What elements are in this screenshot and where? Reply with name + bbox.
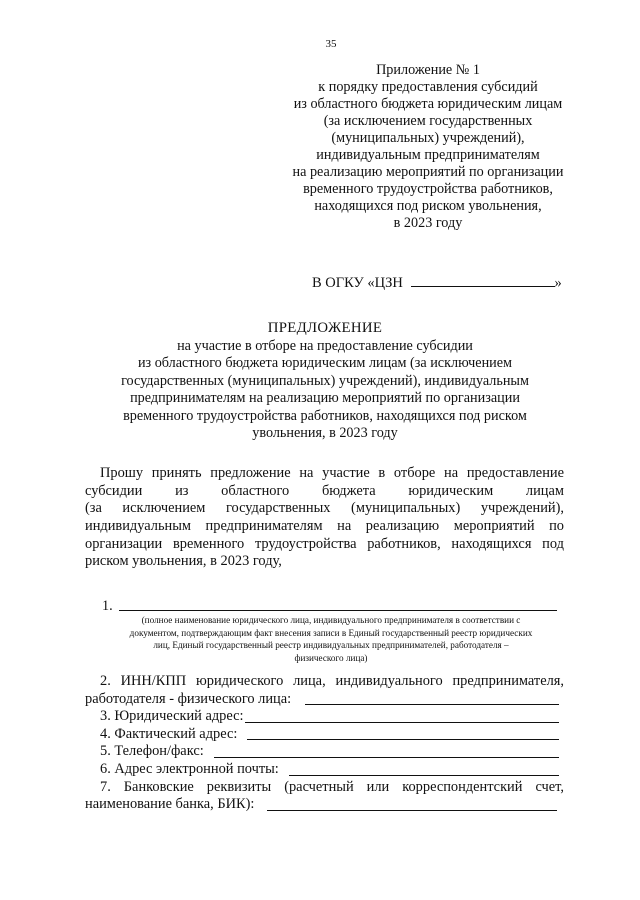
annex-line: (за исключением государственных [323, 113, 533, 129]
annex-line: на реализацию мероприятий по организации [292, 164, 564, 180]
actual-address-row [85, 726, 564, 744]
actual-address-field[interactable] [247, 739, 559, 740]
paragraph-line: субсидии из областного бюджета юридическим лицам [85, 482, 564, 499]
annex-line: в 2023 году [393, 215, 463, 231]
email-row [85, 761, 564, 779]
annex-line: временного трудоустройства работников, [303, 181, 553, 197]
annex-line: к порядку предоставления субсидий [318, 79, 538, 95]
note-line: документом, подтверждающим факт внесения записи в Единый государственный реестр юридических [129, 627, 533, 638]
item1-number: 1. [102, 598, 113, 614]
addressee-prefix: В ОГКУ «ЦЗН [312, 275, 403, 291]
proposal-subtitle-line: на участие в отборе на предоставление субсидии [177, 337, 473, 354]
annex-line: находящихся под риском увольнения, [314, 198, 542, 214]
inn-row [85, 691, 564, 709]
proposal-subtitle-line: предпринимателям на реализацию мероприятий по организации [130, 390, 520, 406]
addressee-suffix: » [554, 275, 562, 291]
bank-details-field[interactable] [267, 810, 557, 811]
annex-title: Приложение № 1 [376, 62, 480, 78]
inn-label-line2: работодателя - физического лица: [85, 690, 292, 707]
phone-row [85, 743, 564, 761]
proposal-subtitle-line: из областного бюджета юридическим лицам (за исключением [137, 355, 513, 371]
actual-address-label: 4. Фактический адрес: [100, 725, 238, 742]
note-line: лиц, Единый государственный реестр индивидуальных предпринимателей, работодателя – [153, 640, 509, 650]
inn-field[interactable] [305, 704, 559, 705]
phone-fax-label: 5. Телефон/факс: [100, 743, 204, 760]
note-line: физического лица) [294, 652, 368, 663]
proposal-title: ПРЕДЛОЖЕНИЕ [267, 320, 383, 336]
proposal-subtitle-line: временного трудоустройства работников, находящихся под риском [123, 407, 527, 424]
annex-line: индивидуальным предпринимателям [316, 147, 540, 163]
proposal-subtitle-line: увольнения, в 2023 году [252, 425, 398, 441]
addressee-blank-field[interactable] [411, 273, 555, 287]
organization-name-field[interactable] [119, 610, 557, 611]
annex-line: (муниципальных) учреждений), [331, 130, 525, 146]
paragraph-line: риском увольнения, в 2023 году, [85, 553, 282, 570]
proposal-heading [108, 320, 542, 443]
fields-list [85, 673, 564, 814]
legal-address-row [85, 708, 564, 726]
paragraph-line: организации временного трудоустройства работников, находящихся под [85, 535, 564, 552]
bank-label-line2: наименование банка, БИК): [85, 796, 255, 813]
page-number: 35 [325, 38, 337, 50]
bank-row [85, 796, 564, 814]
phone-fax-field[interactable] [214, 757, 559, 758]
bank-label-line1: 7. Банковские реквизиты (расчетный или корреспондентский счет, [100, 778, 564, 795]
paragraph-line: Прошу принять предложение на участие в отборе на предоставление [100, 465, 564, 481]
paragraph-line: индивидуальным предпринимателям на реализацию мероприятий по [85, 518, 564, 535]
item1-note [96, 614, 566, 664]
inn-label-line1: 2. ИНН/КПП юридического лица, индивидуального предпринимателя, [100, 673, 564, 689]
annex-line: из областного бюджета юридическим лицам [293, 96, 563, 112]
legal-address-label: 3. Юридический адрес: [100, 708, 244, 725]
email-field[interactable] [289, 775, 559, 776]
email-label: 6. Адрес электронной почты: [100, 760, 279, 777]
proposal-subtitle-line: государственных (муниципальных) учреждений), индивидуальным [121, 372, 529, 389]
note-line: (полное наименование юридического лица, индивидуального предпринимателя в соответствии с [141, 615, 521, 625]
paragraph-line: (за исключением государственных (муниципальных) учреждений), [85, 500, 564, 517]
annex-header [278, 62, 578, 232]
legal-address-field[interactable] [245, 722, 559, 723]
addressee [312, 273, 562, 292]
request-paragraph [85, 465, 564, 571]
